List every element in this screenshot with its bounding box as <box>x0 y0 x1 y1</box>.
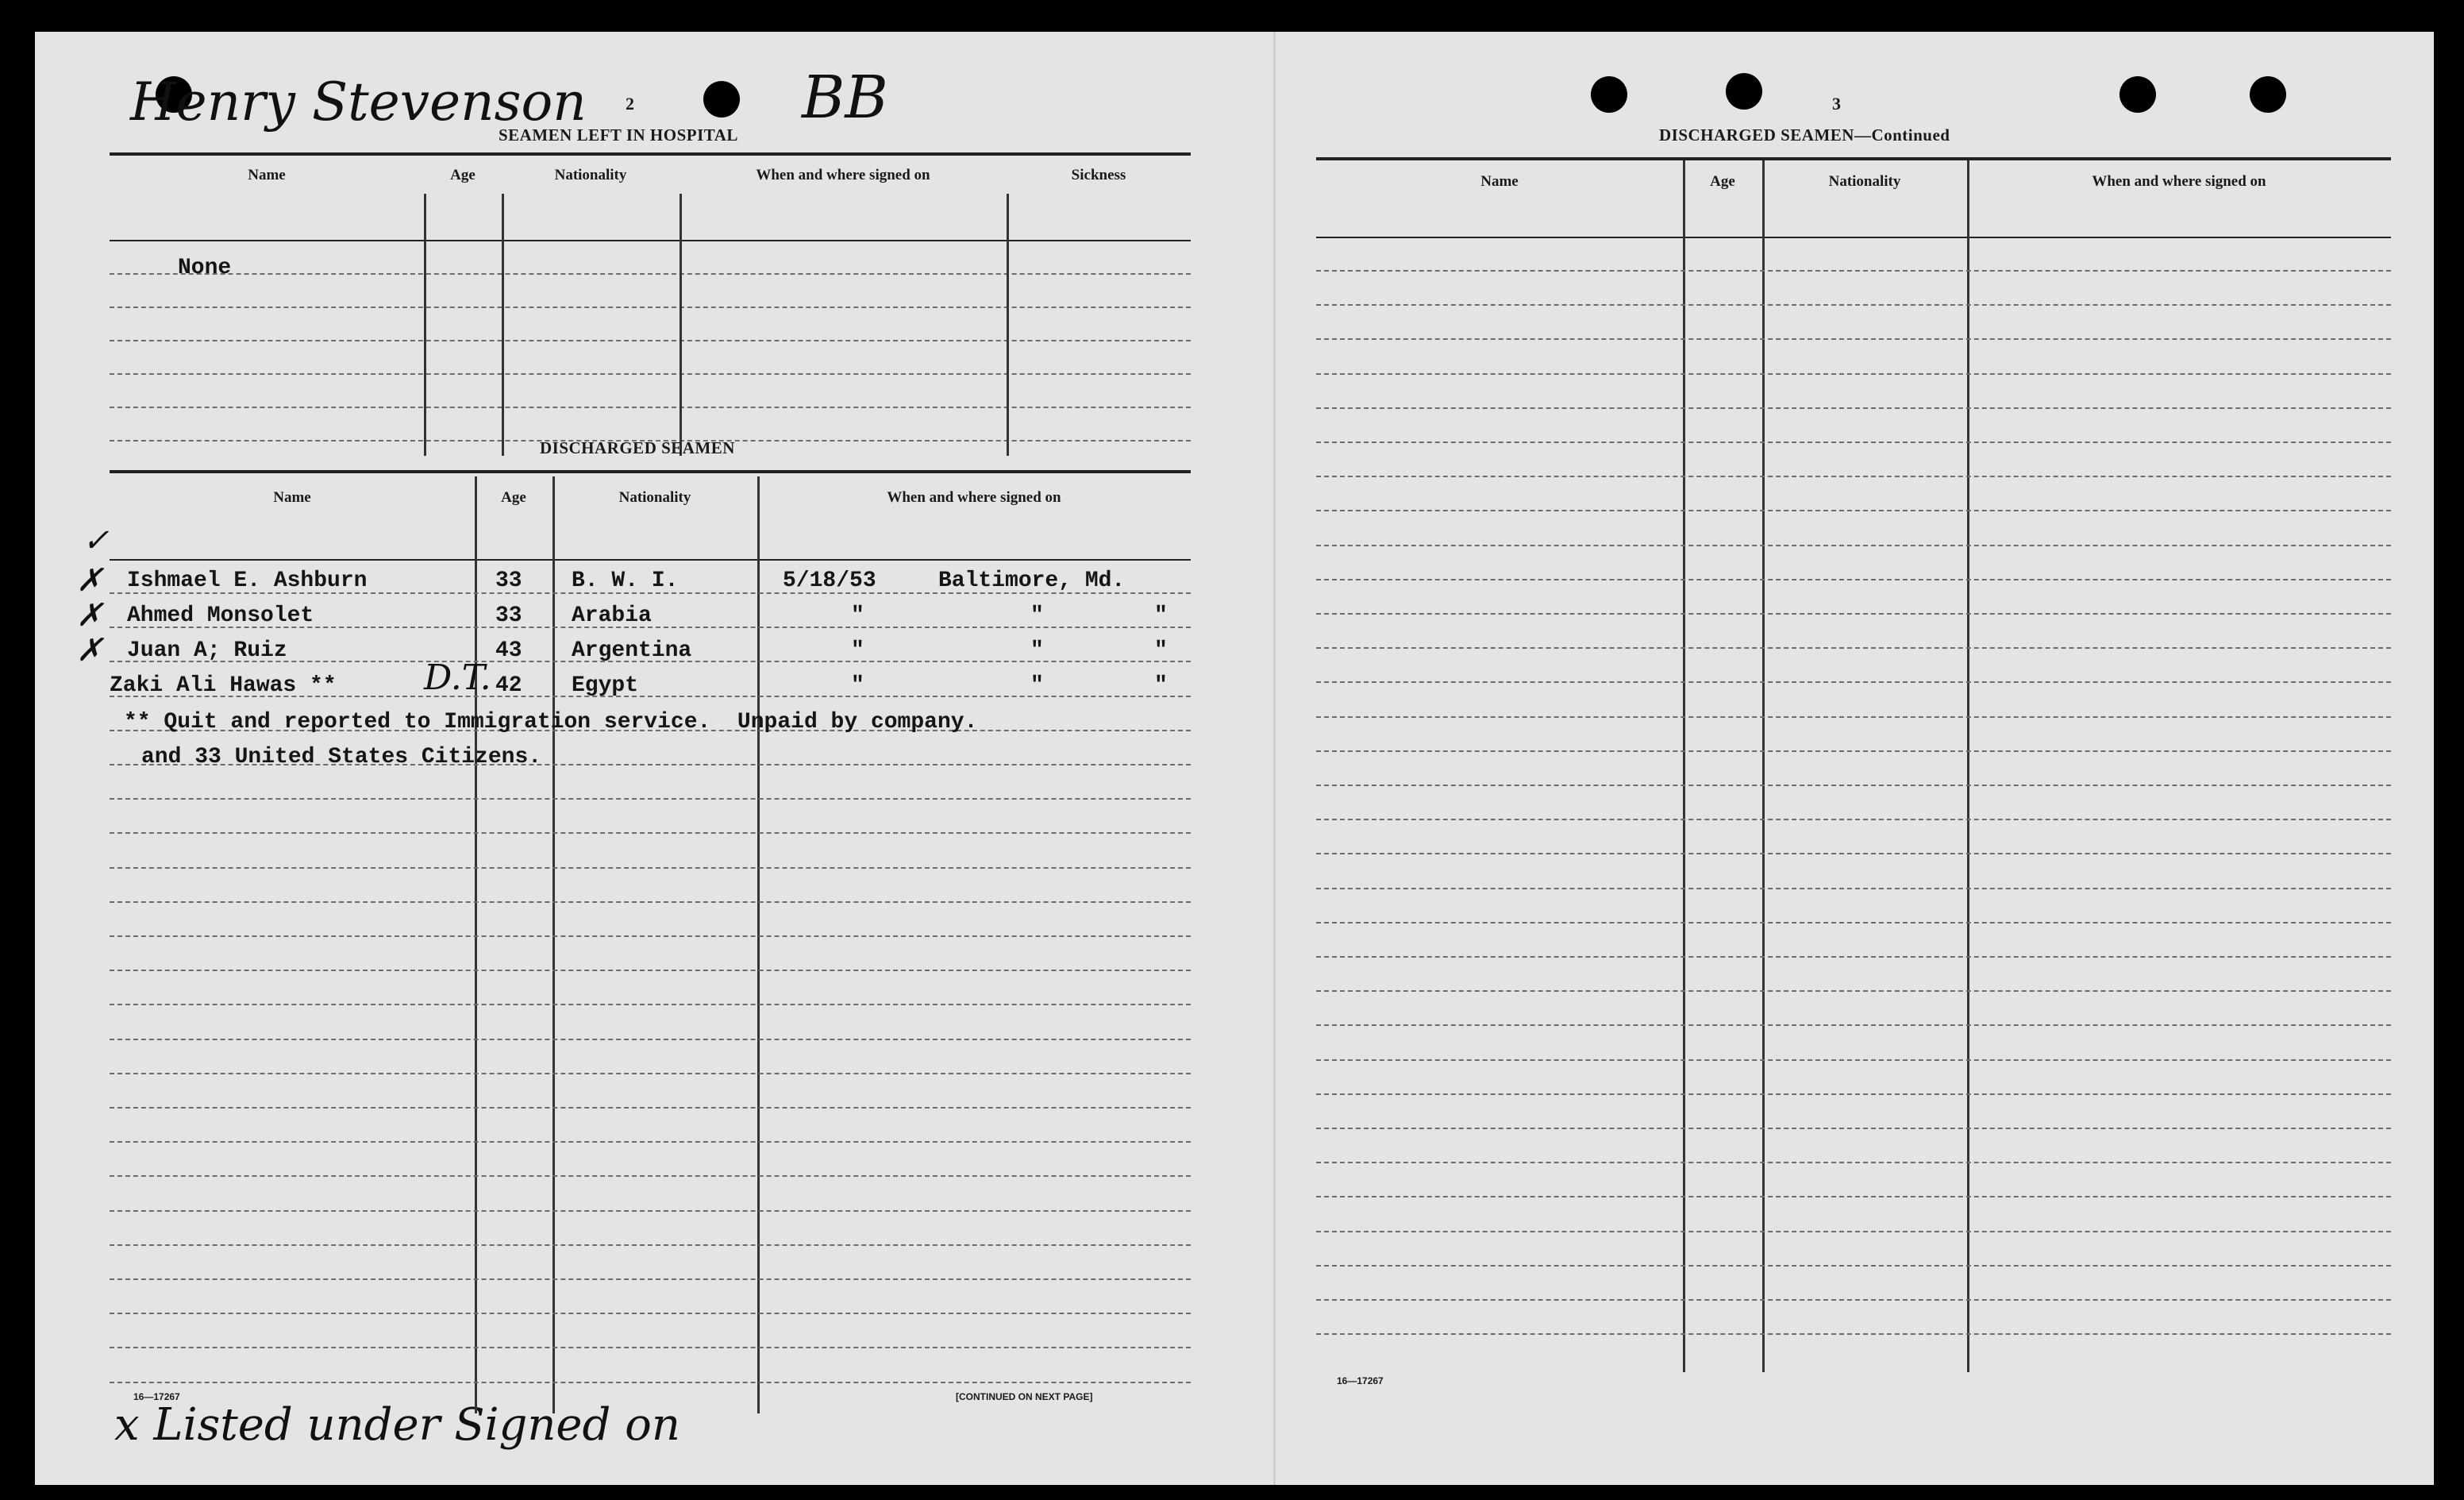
row-name: Juan A; Ruiz <box>127 638 287 663</box>
row-place: " <box>1030 638 1044 663</box>
row-line <box>1316 1059 2391 1061</box>
header-rule <box>1316 237 2391 238</box>
col-header-signed-on: When and where signed on <box>887 489 1061 506</box>
row-line <box>110 1347 1191 1348</box>
row-line <box>110 901 1191 903</box>
continued-label: [CONTINUED ON NEXT PAGE] <box>956 1391 1093 1402</box>
row-name: Ahmed Monsolet <box>127 603 314 628</box>
table-top-rule <box>110 470 1191 473</box>
row-line <box>1316 1196 2391 1197</box>
col-header-nationality: Nationality <box>618 489 691 506</box>
row-line <box>1316 442 2391 443</box>
col-divider <box>757 476 760 1413</box>
row-nationality: Egypt <box>572 673 639 698</box>
row-line <box>110 1039 1191 1040</box>
row-line <box>110 1073 1191 1074</box>
col-header-name: Name <box>248 167 286 183</box>
row-line <box>1316 819 2391 820</box>
check-mark: ✗ <box>76 632 103 669</box>
col-divider <box>1967 160 1969 1372</box>
col-header-signed-on: When and where signed on <box>2092 173 2266 190</box>
row-line <box>110 1382 1191 1383</box>
row-line <box>1316 270 2391 272</box>
row-line <box>110 340 1191 341</box>
row-place2: " <box>1154 603 1168 628</box>
row-age: 33 <box>495 603 522 628</box>
row-place2: " <box>1154 673 1168 698</box>
row-line <box>1316 476 2391 477</box>
table-top-rule <box>110 152 1191 156</box>
row-line <box>1316 956 2391 958</box>
discharged-section-title: DISCHARGED SEAMEN <box>540 438 735 457</box>
footnote-line-1: ** Quit and reported to Immigration service. Unpaid by company. <box>124 710 978 735</box>
row-line <box>110 1210 1191 1212</box>
punch-hole <box>703 81 740 118</box>
form-number-right: 16—17267 <box>1337 1375 1384 1386</box>
col-header-age: Age <box>450 167 475 183</box>
row-line <box>110 273 1191 275</box>
row-date: 5/18/53 <box>783 569 876 593</box>
page-number-left: 2 <box>626 94 634 114</box>
page-number-right: 3 <box>1832 94 1841 114</box>
row-age: 43 <box>495 638 522 663</box>
row-line <box>1316 304 2391 306</box>
row-line <box>1316 1093 2391 1095</box>
row-line <box>1316 990 2391 992</box>
check-mark: ✓ <box>83 522 110 559</box>
row-line <box>1316 785 2391 786</box>
footnote-line-2: and 33 United States Citizens. <box>141 745 542 769</box>
check-mark: ✗ <box>76 562 103 599</box>
row-line <box>110 1244 1191 1246</box>
row-line <box>110 407 1191 408</box>
punch-hole <box>1726 73 1762 110</box>
handwritten-note: x Listed under Signed on <box>114 1399 680 1451</box>
col-divider <box>552 476 555 1413</box>
row-place2: " <box>1154 638 1168 663</box>
discharged-table <box>76 470 1191 1415</box>
hospital-section-title: SEAMEN LEFT IN HOSPITAL <box>499 125 738 145</box>
check-mark: ✗ <box>76 597 103 634</box>
row-line <box>1316 373 2391 375</box>
row-line <box>1316 647 2391 649</box>
row-line <box>110 798 1191 800</box>
col-header-name: Name <box>1480 173 1519 190</box>
col-header-nationality: Nationality <box>1828 173 1901 190</box>
row-line <box>1316 1231 2391 1232</box>
row-line <box>110 867 1191 869</box>
row-line <box>1316 1128 2391 1129</box>
punch-hole <box>2250 76 2286 113</box>
punch-hole <box>1591 76 1627 113</box>
row-line <box>1316 407 2391 409</box>
row-line <box>1316 888 2391 889</box>
row-date: " <box>851 673 864 698</box>
row-nationality: B. W. I. <box>572 569 679 593</box>
row-nationality: Argentina <box>572 638 692 663</box>
row-place: " <box>1030 603 1044 628</box>
document-paper <box>35 32 2434 1485</box>
row-line <box>1316 750 2391 752</box>
col-divider <box>424 194 426 456</box>
row-line <box>110 373 1191 375</box>
row-line <box>1316 510 2391 511</box>
row-nationality: Arabia <box>572 603 652 628</box>
col-header-name: Name <box>273 489 311 506</box>
row-age: 33 <box>495 569 522 593</box>
col-header-age: Age <box>501 489 526 506</box>
col-header-age: Age <box>1710 173 1735 190</box>
handwritten-name: Henry Stevenson <box>130 71 587 133</box>
row-place: " <box>1030 673 1044 698</box>
row-line <box>1316 579 2391 580</box>
row-line <box>110 1141 1191 1143</box>
row-line <box>1316 1333 2391 1335</box>
row-line <box>110 1175 1191 1177</box>
row-line <box>110 832 1191 834</box>
row-place: Baltimore, Md. <box>938 569 1126 593</box>
col-header-sickness: Sickness <box>1071 167 1126 183</box>
page-fold <box>1273 32 1276 1485</box>
row-line <box>110 1278 1191 1280</box>
col-header-signed-on: When and where signed on <box>756 167 930 183</box>
col-divider <box>1762 160 1765 1372</box>
form-number-left: 16—17267 <box>133 1391 180 1402</box>
row-line <box>110 935 1191 937</box>
col-divider <box>1683 160 1685 1372</box>
discharged-continued-table <box>1316 157 2391 1372</box>
hospital-entry: None <box>178 256 232 280</box>
row-age: 42 <box>495 673 522 698</box>
row-line <box>1316 545 2391 546</box>
row-line <box>1316 922 2391 924</box>
row-date: " <box>851 603 864 628</box>
table-top-rule <box>1316 157 2391 160</box>
handwritten-initials: BB <box>802 64 888 132</box>
row-line <box>110 307 1191 308</box>
punch-hole <box>2119 76 2156 113</box>
row-line <box>1316 1024 2391 1026</box>
row-line <box>1316 1299 2391 1301</box>
col-header-nationality: Nationality <box>554 167 627 183</box>
row-line <box>1316 1265 2391 1267</box>
row-line <box>1316 681 2391 683</box>
row-line <box>110 970 1191 971</box>
col-divider <box>475 476 477 1413</box>
col-divider <box>502 194 504 456</box>
row-line <box>110 1107 1191 1109</box>
row-line <box>1316 338 2391 340</box>
row-line <box>110 1313 1191 1314</box>
row-line <box>1316 853 2391 854</box>
row-line <box>1316 613 2391 615</box>
hospital-table <box>110 152 1191 456</box>
row-date: " <box>851 638 864 663</box>
col-divider <box>1007 194 1009 456</box>
row-name: Zaki Ali Hawas ** <box>110 673 337 698</box>
header-rule <box>110 240 1191 241</box>
right-section-title: DISCHARGED SEAMEN—Continued <box>1659 125 1950 145</box>
col-divider <box>680 194 682 456</box>
row-line <box>110 1004 1191 1005</box>
handwritten-mark: D.T. <box>424 657 491 698</box>
header-rule <box>110 559 1191 561</box>
row-name: Ishmael E. Ashburn <box>127 569 368 593</box>
row-line <box>1316 716 2391 718</box>
row-line <box>1316 1162 2391 1163</box>
